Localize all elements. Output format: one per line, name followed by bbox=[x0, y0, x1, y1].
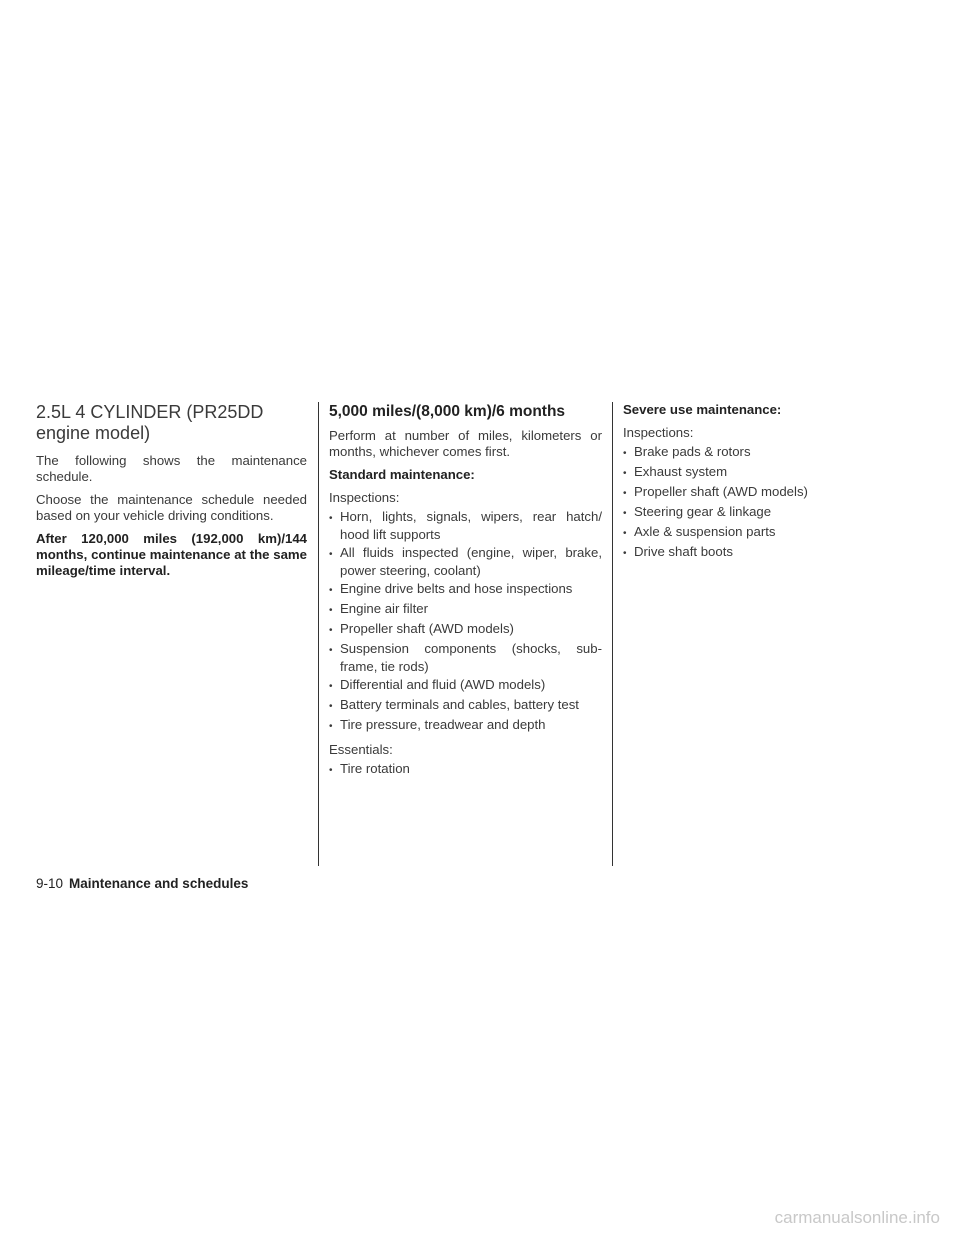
page-footer bbox=[36, 876, 248, 891]
column-divider bbox=[612, 402, 613, 866]
watermark[interactable]: carmanualsonline.info bbox=[774, 1208, 940, 1227]
list-item: • Tire rotation bbox=[329, 761, 602, 779]
severe-use-label: Severe use maintenance: bbox=[623, 402, 782, 417]
list-item: • Suspension components (shocks, sub- frame, tie rods) bbox=[329, 641, 602, 675]
column-divider bbox=[318, 402, 319, 866]
choose-schedule-paragraph: Choose the maintenance schedule needed based on your vehicle driving conditions. bbox=[36, 492, 307, 523]
list-item: • Battery terminals and cables, battery test bbox=[329, 697, 602, 715]
standard-maintenance-label: Standard maintenance: bbox=[329, 467, 475, 482]
essentials-label: Essentials: bbox=[329, 742, 393, 757]
list-item: • Steering gear & linkage bbox=[623, 504, 913, 522]
list-item: • Exhaust system bbox=[623, 464, 913, 482]
list-item: • Tire pressure, treadwear and depth bbox=[329, 717, 602, 735]
list-item: • Propeller shaft (AWD models) bbox=[329, 621, 602, 639]
list-item: • Propeller shaft (AWD models) bbox=[623, 484, 913, 502]
column-engine-intro bbox=[36, 402, 307, 586]
list-item: • Drive shaft boots bbox=[623, 544, 913, 562]
list-item: • Axle & suspension parts bbox=[623, 524, 913, 542]
list-item: • Differential and fluid (AWD models) bbox=[329, 677, 602, 695]
interval-intro: Perform at number of miles, kilometers or months, whichever comes first. bbox=[329, 428, 602, 459]
column-5000-miles bbox=[329, 402, 602, 786]
list-item: • Brake pads & rotors bbox=[623, 444, 913, 462]
interval-note: After 120,000 miles (192,000 km)/144 months, continue maintenance at the same mileage/time interval. bbox=[36, 531, 307, 578]
list-item: • Engine air filter bbox=[329, 601, 602, 619]
column-severe-use bbox=[623, 402, 913, 569]
standard-inspections-list bbox=[329, 509, 602, 735]
section-title: 2.5L 4 CYLINDER (PR25DD engine model) bbox=[36, 402, 264, 443]
list-item: • Engine drive belts and hose inspections bbox=[329, 581, 602, 599]
list-item: • All fluids inspected (engine, wiper, brake, power steering, coolant) bbox=[329, 545, 602, 579]
footer-section-title: Maintenance and schedules bbox=[69, 876, 249, 891]
page-number: 9-10 bbox=[36, 876, 64, 891]
inspections-label: Inspections: bbox=[623, 425, 694, 440]
interval-heading: 5,000 miles/(8,000 km)/6 months bbox=[329, 403, 566, 420]
list-item: • Horn, lights, signals, wipers, rear hatch/ hood lift supports bbox=[329, 509, 602, 543]
intro-paragraph: The following shows the maintenance schedule. bbox=[36, 453, 307, 484]
severe-inspections-list bbox=[623, 444, 913, 562]
inspections-label: Inspections: bbox=[329, 490, 400, 505]
essentials-list bbox=[329, 761, 602, 779]
